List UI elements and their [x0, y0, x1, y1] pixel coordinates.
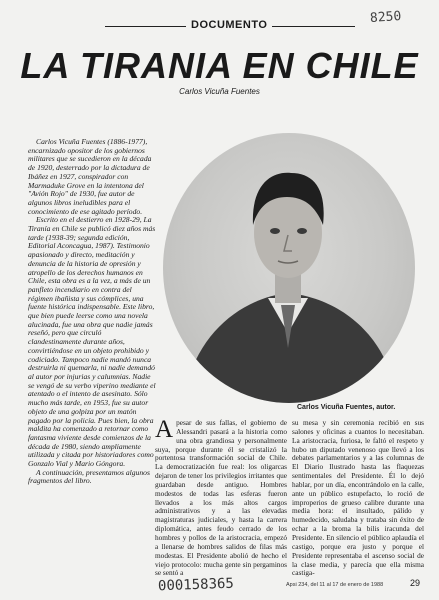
body-column-1 — [155, 416, 287, 578]
drop-cap: A — [155, 416, 174, 443]
portrait-illustration — [163, 133, 415, 403]
author-portrait — [163, 133, 415, 403]
intro-paragraph: Carlos Vicuña Fuentes (1886-1977), encarnizado opositor de los gobiernos militares que se sucedieron en la década de 1920, desterrado por la dictadura de Ibáñez en 1927, conspirador con Marmaduke Grove en la intentona del "Avión Rojo" de 1930, fue autor de algunos libros ineludibles para el conocimiento de ese agitado período. — [28, 137, 152, 216]
portrait-caption: Carlos Vicuña Fuentes, autor. — [297, 404, 396, 411]
issue-line: Apsi 234, del 11 al 17 de enero de 1988 — [286, 582, 384, 588]
byline: Carlos Vicuña Fuentes — [179, 87, 260, 96]
intro-paragraph: Escrito en el destierro en 1928-29, La Tiranía en Chile se publicó diez años más tarde (1938-39; segunda edición, Editorial Aconcagua, 1987). Testimonio apasionado y directo, meditación y denuncia de la historia de opresión y atropello de los derechos humanos en Chile, esta obra es a la vez, a más de un panfleto incendiario en contra del régimen ibañista y sus cómplices, una fuente histórica indispensable. Este libro, que bien puede leerse como una novela alucinada, fue una obra que nadie jamás reseñó, pero que circuló clandestinamente durante años, convirtiéndose en un objeto prohibido y codiciado. Tampoco nadie mandó nunca destruirla ni quemarla, ni nadie demandó al autor por injurias y calumnias. Nadie se vengó de su verbo viperino mediante el atentado o el intento de asesinato. Sólo mucho más tarde, en 1953, fue su autor objeto de una golpiza por un matón pagado por la policía. Pues bien, la obra maldita ha comenzado a retornar como fantasma viviente desde comienzos de la década de 1980, siendo ampliamente utilizada y citada por historiadores como Gonzalo Vial y Mario Góngora. — [28, 215, 156, 469]
body-column-2: su mesa y sin ceremonia recibió en sus salones y oficinas a cuantos lo necesitaban. La aristocracia, furiosa, le faltó el respeto y hubo un diputado venenoso que llevó a los debates parlamentarios y a las columnas de El Diario Ilustrado hasta las flaquezas sentimentales del Presidente. Él lo dejó hablar, por un día, encontrándolo en la calle, ante un público estupefacto, lo roció de improperios de grueso calibre durante una media hora: el insultado, pálido y humedecido, saludaba y trataba sin éxito de echar a la broma la bilis iracunda del Presidente. En silencio el público aplaudía el castigo, porque era justo y porque el Presidente representaba el ascenso social de la clase media, y parecía que ella misma castiga- — [292, 418, 424, 578]
handwritten-number: 8250 — [369, 8, 402, 27]
body-text-1: pesar de sus fallas, el gobierno de Alessandri pasará a la historia como una obra grandiosa y personalmente suya, porque durante él se cristalizó la portentosa transformación social de Chile. La democratización fue real: los oligarcas dejaron de tener los privilegios irritantes que guardaban desde antiguo. Hombres modestos de todas las esferas fueron llevados a los más altos cargos administrativos y a las elevadas magistraturas judiciales, y hasta la carrera diplomática, antes feudo cerrado de los hombres y pollos de la aristocracia, empezó a llenarse de hombres salidos de filas más modestas. El Presidente abolió de hecho el viejo protocolo: mucha gente sin pergaminos se sentó a — [155, 418, 287, 578]
page-number: 29 — [410, 578, 421, 588]
intro-paragraph: A continuación, presentamos algunos fragmentos del libro. — [28, 467, 150, 486]
catalog-number: 000158365 — [157, 575, 235, 595]
intro-text — [28, 138, 156, 486]
page-title: LA TIRANIA EN CHILE — [20, 45, 419, 86]
section-label: DOCUMENTO — [186, 19, 272, 31]
